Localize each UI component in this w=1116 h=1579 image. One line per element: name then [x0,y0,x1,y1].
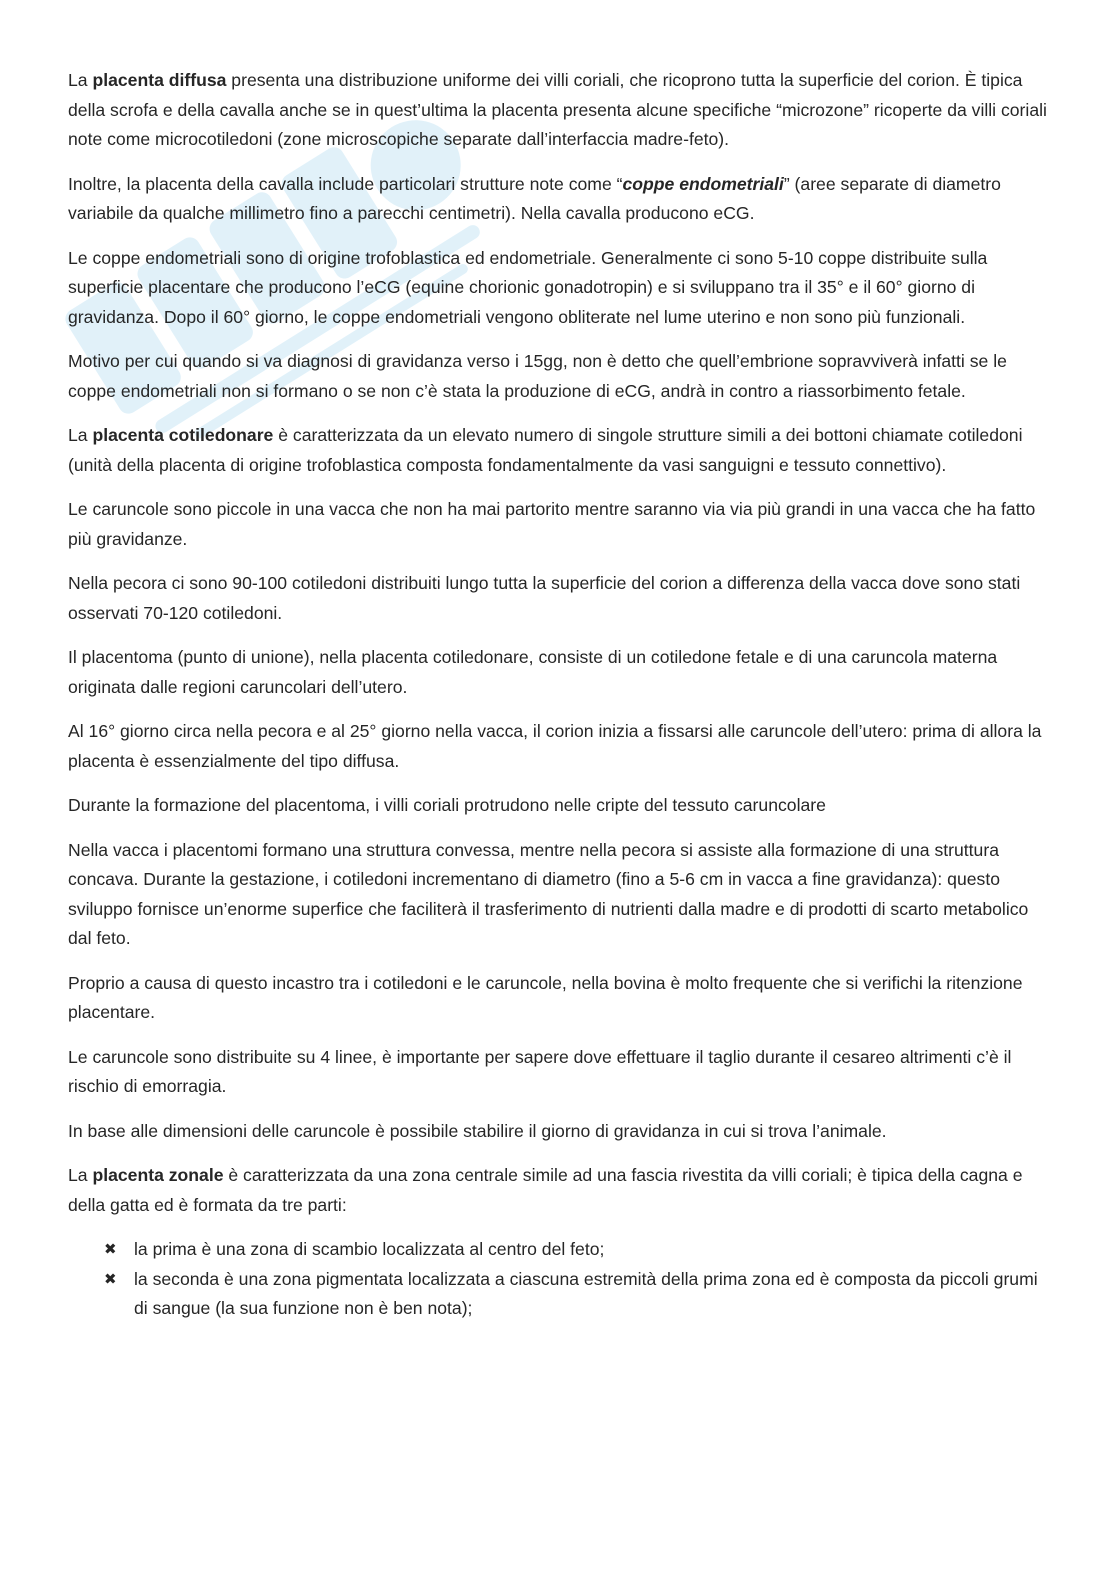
paragraph-placenta-cotiledonare: La placenta cotiledonare è caratterizzata da un elevato numero di singole strutture simili a dei bottoni chiamate cotiledoni (unità della placenta di origine trofoblastica composta fondamentalmente da vasi sanguigni e tessuto connettivo). [68,425,1023,475]
paragraph-placenta-diffusa: La placenta diffusa presenta una distribuzione uniforme dei villi coriali, che ricoprono tutta la superficie del corion. È tipica della scrofa e della cavalla anche se in quest’ultima la placenta presenta alcune specifiche “microzone” ricoperte da villi coriali note come microcotiledoni (zone microscopiche separate dall’interfaccia madre-feto). [68,70,1047,149]
list-item: ✖ la seconda è una zona pigmentata localizzata a ciascuna estremità della prima zona ed è composta da piccoli grumi di sangue (la sua funzione non è ben nota); [68,1265,1048,1324]
paragraph-placentoma: Il placentoma (punto di unione), nella placenta cotiledonare, consiste di un cotiledone fetale e di una caruncola materna originata dalle regioni caruncolari dell’utero. [68,647,998,697]
paragraph-giorno-gravidanza: In base alle dimensioni delle caruncole è possibile stabilire il giorno di gravidanza in cui si trova l’animale. [68,1120,887,1141]
paragraph-coppe-endometriali: Inoltre, la placenta della cavalla include particolari strutture note come “coppe endometriali” (aree separate di diametro variabile da qualche millimetro fino a parecchi centimetri). Nella cavalla producono eCG. [68,173,1001,223]
paragraph-cotiledoni-numero: Nella pecora ci sono 90-100 cotiledoni distribuiti lungo tutta la superficie del corion a differenza della vacca dove sono stati osservati 70-120 cotiledoni. [68,573,1021,623]
paragraph-origine-coppe: Le coppe endometriali sono di origine trofoblastica ed endometriale. Generalmente ci sono 5-10 coppe distribuite sulla superficie placentare che producono l’eCG (equine chorionic gonadotropin) e si sviluppano tra il 35° e il 60° giorno di gravidanza. Dopo il 60° giorno, le coppe endometriali vengono obliterate nel lume uterino e non sono più funzionali. [68,247,988,327]
term-coppe-endometriali: coppe endometriali [622,173,784,194]
cross-bullet-icon: ✖ [104,1241,117,1258]
term-placenta-diffusa: placenta diffusa [92,70,227,90]
paragraph-ritenzione-placentare: Proprio a causa di questo incastro tra i cotiledoni e le caruncole, nella bovina è molto frequente che si verifichi la ritenzione placentare. [68,972,1023,1022]
document-body [68,66,1048,1324]
paragraph-formazione-placentoma: Durante la formazione del placentoma, i villi coriali protrudono nelle cripte del tessuto caruncolare [68,795,826,815]
paragraph-struttura-placentomi: Nella vacca i placentomi formano una struttura convessa, mentre nella pecora si assiste alla formazione di una struttura concava. Durante la gestazione, i cotiledoni incrementano di diametro (fino a 5-6 cm in vacca a fine gravidanza): questo sviluppo fornisce un’enorme superfice che faciliterà il trasferimento di nutrienti dalla madre e di prodotti di scarto metabolico dal feto. [68,839,1029,948]
paragraph-diagnosi-gravidanza: Motivo per cui quando si va diagnosi di gravidanza verso i 15gg, non è detto che quell’embrione sopravviverà infatti se le coppe endometriali non si formano o se non c’è stata la produzione di eCG, andrà in contro a riassorbimento fetale. [68,351,1007,401]
list-item: ✖ la prima è una zona di scambio localizzata al centro del feto; [68,1235,1048,1265]
term-placenta-cotiledonare: placenta cotiledonare [92,425,274,445]
cross-bullet-icon: ✖ [104,1270,117,1288]
paragraph-caruncole-dimensioni: Le caruncole sono piccole in una vacca che non ha mai partorito mentre saranno via via più grandi in una vacca che ha fatto più gravidanze. [68,499,1036,549]
paragraph-caruncole-linee: Le caruncole sono distribuite su 4 linee, è importante per sapere dove effettuare il taglio durante il cesareo altrimenti c’è il rischio di emorragia. [68,1046,1012,1096]
paragraph-fissazione-corion: Al 16° giorno circa nella pecora e al 25° giorno nella vacca, il corion inizia a fissarsi alle caruncole dell’utero: prima di allora la placenta è essenzialmente del tipo diffusa. [68,721,1042,771]
placenta-zonale-parts-list [68,1235,1048,1324]
paragraph-placenta-zonale: La placenta zonale è caratterizzata da una zona centrale simile ad una fascia rivestita da villi coriali; è tipica della cagna e della gatta ed è formata da tre parti: [68,1165,1023,1215]
term-placenta-zonale: placenta zonale [92,1165,224,1185]
